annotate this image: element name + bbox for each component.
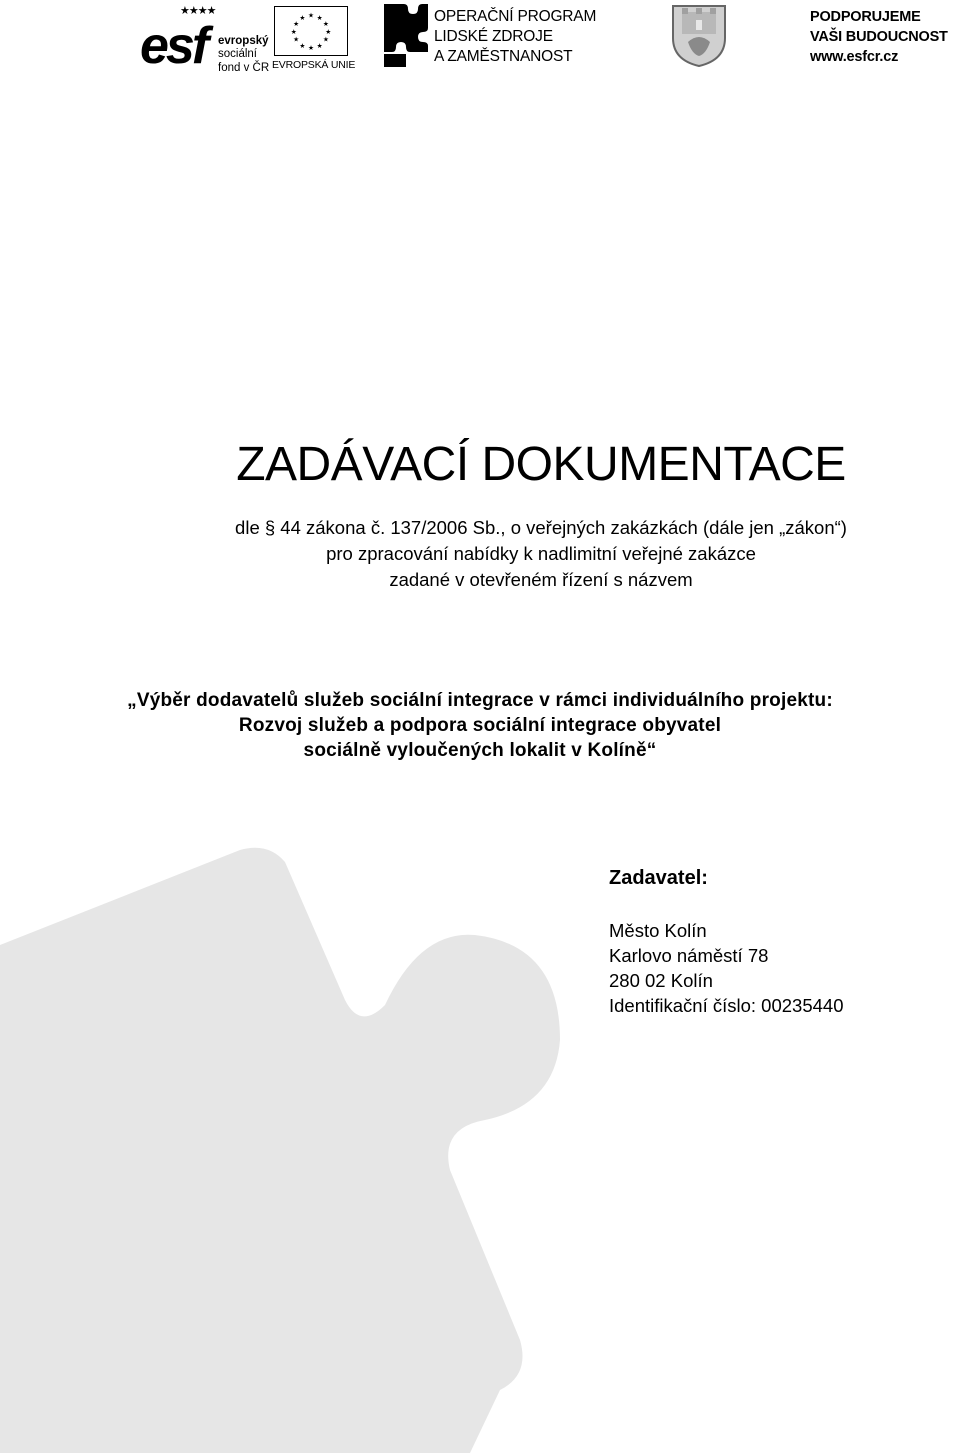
svg-text:★: ★ <box>290 27 297 36</box>
esf-logo-line3: fond v ČR <box>218 62 270 74</box>
svg-text:★: ★ <box>293 35 300 44</box>
op-logo-line3: A ZAMĚSTNANOST <box>434 48 573 65</box>
contracting-authority-name: Město Kolín <box>609 920 707 941</box>
svg-text:★: ★ <box>299 41 306 50</box>
contracting-authority-id: Identifikační číslo: 00235440 <box>609 995 844 1016</box>
intro-line: dle § 44 zákona č. 137/2006 Sb., o veřejných zakázkách (dále jen „zákon“) <box>235 517 847 538</box>
svg-text:★: ★ <box>307 11 315 20</box>
svg-text:★: ★ <box>316 41 323 50</box>
svg-text:★: ★ <box>322 35 329 44</box>
support-logo-line2: VAŠI BUDOUCNOST <box>810 29 948 45</box>
op-puzzle-icon <box>382 2 432 68</box>
kolin-crest-logo <box>670 2 728 68</box>
contracting-authority-street: Karlovo náměstí 78 <box>609 945 769 966</box>
esf-logo <box>140 5 270 75</box>
intro-line: pro zpracování nabídky k nadlimitní veřejné zakázce <box>326 543 756 564</box>
svg-text:★: ★ <box>293 20 300 29</box>
op-logo-line2: LIDSKÉ ZDROJE <box>434 28 553 45</box>
puzzle-piece-shape <box>0 848 560 1453</box>
intro-paragraph <box>0 515 960 593</box>
project-title <box>0 688 960 763</box>
svg-text:★: ★ <box>299 13 306 22</box>
esf-logo-line2: sociální <box>218 48 257 60</box>
intro-line: zadané v otevřeném řízení s názvem <box>389 569 693 590</box>
svg-text:★: ★ <box>307 44 315 53</box>
contracting-authority-heading: Zadavatel: <box>609 867 708 889</box>
svg-text:★: ★ <box>322 20 329 29</box>
esf-stars-icon: ★★★★ <box>180 5 216 17</box>
esf-logo-word: esf <box>140 17 207 75</box>
esf-logo-line1: evropský <box>218 35 269 47</box>
project-title-line: „Výběr dodavatelů služeb sociální integrace v rámci individuálního projektu: <box>127 690 833 711</box>
support-slogan-logo <box>810 7 960 67</box>
svg-text:★: ★ <box>316 13 323 22</box>
project-title-line: Rozvoj služeb a podpora sociální integrace obyvatel <box>238 715 722 736</box>
support-logo-link: www.esfcr.cz <box>810 49 899 65</box>
document-title: ZADÁVACÍ DOKUMENTACE <box>236 438 846 491</box>
support-logo-line1: PODPORUJEME <box>810 9 921 25</box>
city-crest-icon <box>670 2 728 68</box>
svg-text:★: ★ <box>325 27 332 36</box>
op-lzz-logo <box>382 2 608 68</box>
contracting-authority-city: 280 02 Kolín <box>609 970 713 991</box>
project-title-line: sociálně vyloučených lokalit v Kolíně“ <box>303 740 657 761</box>
op-logo-line1: OPERAČNÍ PROGRAM <box>434 8 597 25</box>
contracting-authority-block <box>609 866 844 1018</box>
eu-logo <box>272 6 356 71</box>
eu-flag-icon <box>274 6 348 56</box>
eu-logo-label: EVROPSKÁ UNIE <box>272 59 356 71</box>
